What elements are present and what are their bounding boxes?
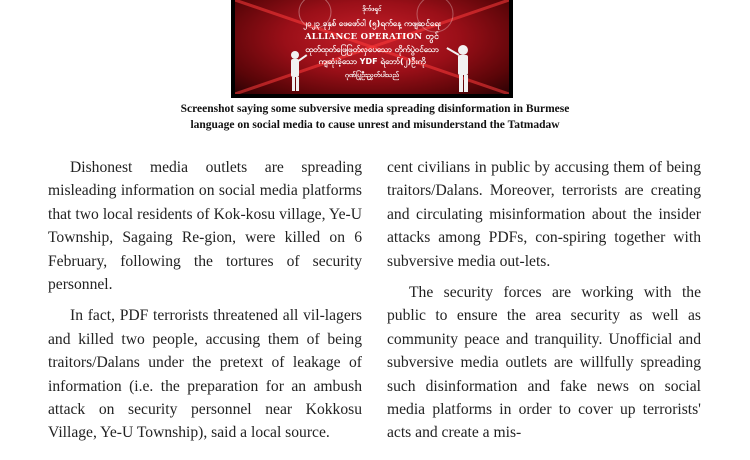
article-paragraph: The security forces are working with the public to ensure the area security as well as community peace and tranquility. Unofficial and subversive media outlets are willfully spreading such disinformation and fake news on social media platforms in order to cover up terrorists' acts and create a mis- bbox=[387, 284, 701, 442]
photo-line-6: ဂုဏ်ပြုဦးညွှတ်ပါသည် bbox=[344, 71, 400, 79]
photo-line-5: ကျဆုံးခဲ့သော YDF ရဲဘော်(၂)ဦးကို bbox=[318, 57, 426, 66]
photo-line-4: ထုတ်ထုတ်ဖြေဖြတ်လှပေသော တိုက်ပွဲဝင်သော bbox=[305, 45, 439, 54]
photo-caption: Screenshot saying some subversive media spreading disinformation in Burmese language on social media to cause unrest and misunderstand the Tatmadaw bbox=[180, 103, 570, 131]
photo-line-1: ဒိုက်ဖရှင် bbox=[362, 6, 382, 13]
article-paragraph: cent civilians in public by accusing them of being traitors/Dalans. Moreover, terrorists are creating and circulating misinformation about the insider attacks among PDFs, con-spiring together with subversive media out-lets. bbox=[387, 159, 701, 270]
photo-line-3: ALLIANCE OPERATION တွင် bbox=[304, 32, 440, 42]
news-photo bbox=[231, 0, 513, 98]
article-paragraph: Dishonest media outlets are spreading misleading information on social media platforms that two local residents of Kok-kosu village, Ye-U Township, Sagaing Re-gion, were killed on 6 February, following the tortures of security personnel. bbox=[48, 159, 362, 294]
photo-line-2: ၂၀၂၃ ခုနှစ် ဖေဖော်ဝါ (၅)ရက်နေ့ ကဖျဆင်ရေး bbox=[303, 19, 441, 28]
article-column-left bbox=[48, 156, 362, 453]
article-column-right bbox=[387, 156, 701, 453]
photo-background bbox=[235, 0, 509, 94]
article-paragraph: In fact, PDF terrorists threatened all vil-lagers and killed two people, accusing them of being traitors/Dalans under the pretext of leakage of information (i.e. the preparation for an ambush attack on security personnel near Kokkosu Village, Ye-U Township), said a local source. bbox=[48, 307, 362, 442]
